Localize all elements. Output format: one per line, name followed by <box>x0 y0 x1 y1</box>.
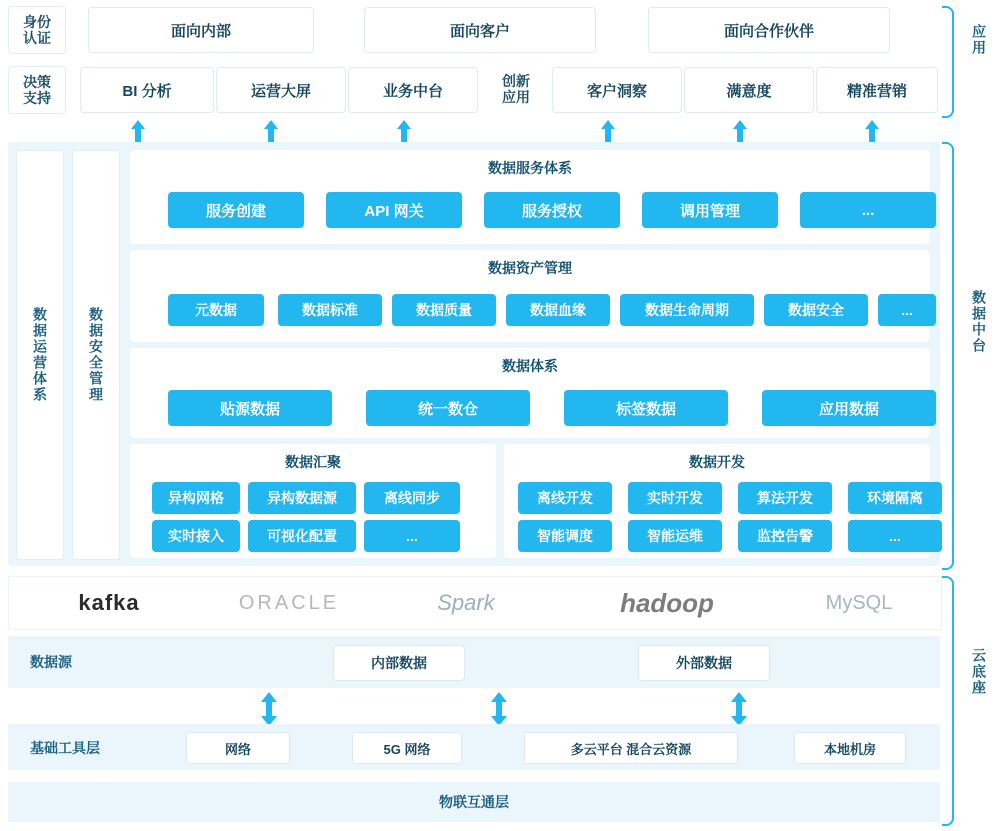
innovation-line2: 应用 <box>502 89 530 105</box>
chip-service-create[interactable]: 服务创建 <box>168 192 304 228</box>
chip-development-more[interactable]: ... <box>848 520 942 552</box>
app-cell-customer-insight[interactable]: 客户洞察 <box>552 67 682 113</box>
development-panel <box>504 444 930 558</box>
data-source-internal[interactable]: 内部数据 <box>333 645 465 681</box>
sidebar-data-security-management <box>72 150 120 560</box>
chip-environment-isolation[interactable]: 环境隔离 <box>848 482 942 514</box>
application-decision-row <box>8 62 940 114</box>
aggregation-panel <box>130 444 496 558</box>
infrastructure-band <box>8 724 940 770</box>
iot-layer-band: 物联互通层 <box>8 782 940 822</box>
arrow-updown-icon-1 <box>261 692 277 726</box>
infra-multicloud[interactable]: 多云平台 混合云资源 <box>524 732 738 764</box>
app-cell-bi[interactable]: BI 分析 <box>80 67 214 113</box>
kafka-logo <box>19 577 199 629</box>
infra-network[interactable]: 网络 <box>186 732 290 764</box>
bracket-data-platform <box>942 142 954 570</box>
data-source-label: 数据源 <box>30 654 72 670</box>
innovation-app-label <box>488 66 544 112</box>
infra-local-datacenter[interactable]: 本地机房 <box>794 732 906 764</box>
arrow-updown-icon-2 <box>491 692 507 726</box>
sidebar-data-security-label: 数据安全管理 <box>88 307 104 403</box>
chip-source-data[interactable]: 贴源数据 <box>168 390 332 426</box>
decision-line2: 支持 <box>23 90 51 106</box>
chip-heterogeneous-source[interactable]: 异构数据源 <box>248 482 356 514</box>
chip-realtime-dev[interactable]: 实时开发 <box>628 482 722 514</box>
identity-auth-line2: 认证 <box>23 30 51 46</box>
chip-data-lifecycle[interactable]: 数据生命周期 <box>620 294 754 326</box>
asset-management-title: 数据资产管理 <box>488 260 572 276</box>
data-system-panel <box>130 348 930 438</box>
chip-aggregation-more[interactable]: ... <box>364 520 460 552</box>
app-cell-satisfaction[interactable]: 满意度 <box>684 67 814 113</box>
app-cell-biz-midplatform[interactable]: 业务中台 <box>348 67 478 113</box>
chip-data-security[interactable]: 数据安全 <box>764 294 868 326</box>
arrow-updown-icon-3 <box>731 692 747 726</box>
chip-metadata[interactable]: 元数据 <box>168 294 264 326</box>
app-cell-partner[interactable]: 面向合作伙伴 <box>648 7 890 53</box>
decision-support-label <box>8 66 66 114</box>
chip-offline-sync[interactable]: 离线同步 <box>364 482 460 514</box>
chip-asset-more[interactable]: ... <box>878 294 936 326</box>
chip-data-standard[interactable]: 数据标准 <box>278 294 382 326</box>
app-cell-internal[interactable]: 面向内部 <box>88 7 314 53</box>
kafka-logo-text: kafka <box>78 590 140 615</box>
application-identity-row <box>8 6 940 54</box>
data-source-external[interactable]: 外部数据 <box>638 645 770 681</box>
chip-api-gateway[interactable]: API 网关 <box>326 192 462 228</box>
spark-logo <box>381 577 551 629</box>
sidebar-data-operation-label: 数据运营体系 <box>32 307 48 403</box>
infrastructure-label: 基础工具层 <box>30 740 100 756</box>
bracket-application <box>942 6 954 118</box>
bracket-cloud-base <box>942 576 954 826</box>
mysql-logo-text: MySQL <box>825 591 893 614</box>
chip-heterogeneous-grid[interactable]: 异构网格 <box>152 482 240 514</box>
aggregation-title: 数据汇聚 <box>285 454 341 470</box>
sidebar-data-operation-system <box>16 150 64 560</box>
app-cell-customer[interactable]: 面向客户 <box>364 7 596 53</box>
spark-logo-text: Spark <box>437 590 495 615</box>
service-system-panel <box>130 150 930 244</box>
oracle-logo <box>199 577 379 629</box>
chip-offline-dev[interactable]: 离线开发 <box>518 482 612 514</box>
chip-unified-warehouse[interactable]: 统一数仓 <box>366 390 530 426</box>
bracket-label-application <box>964 24 994 59</box>
chip-call-management[interactable]: 调用管理 <box>642 192 778 228</box>
hadoop-logo-text: hadoop <box>620 587 714 618</box>
decision-line1: 决策 <box>23 73 51 90</box>
bracket-label-data-platform-text: 数据中台 <box>971 290 987 354</box>
app-cell-ops-screen[interactable]: 运营大屏 <box>216 67 346 113</box>
mysql-logo <box>779 577 939 629</box>
oracle-logo-text: ORACLE <box>238 591 340 614</box>
data-source-band <box>8 636 940 688</box>
infra-5g-network[interactable]: 5G 网络 <box>352 732 462 764</box>
chip-visual-config[interactable]: 可视化配置 <box>248 520 356 552</box>
bracket-label-data-platform <box>964 290 994 357</box>
chip-algorithm-dev[interactable]: 算法开发 <box>738 482 832 514</box>
bracket-label-cloud-base-text: 云底座 <box>971 648 987 696</box>
chip-realtime-access[interactable]: 实时接入 <box>152 520 240 552</box>
bracket-label-cloud-base <box>964 648 994 699</box>
chip-application-data[interactable]: 应用数据 <box>762 390 936 426</box>
chip-monitoring-alert[interactable]: 监控告警 <box>738 520 832 552</box>
chip-smart-ops[interactable]: 智能运维 <box>628 520 722 552</box>
chip-label-data[interactable]: 标签数据 <box>564 390 728 426</box>
chip-data-lineage[interactable]: 数据血缘 <box>506 294 610 326</box>
tech-logo-band <box>8 576 942 630</box>
chip-service-more[interactable]: ... <box>800 192 936 228</box>
chip-service-authorization[interactable]: 服务授权 <box>484 192 620 228</box>
innovation-line1: 创新 <box>502 72 530 89</box>
bracket-label-application-text: 应用 <box>971 24 987 56</box>
data-system-title: 数据体系 <box>502 358 558 374</box>
chip-smart-scheduling[interactable]: 智能调度 <box>518 520 612 552</box>
service-system-title: 数据服务体系 <box>488 160 572 176</box>
data-middle-platform-panel <box>8 142 940 566</box>
identity-auth-label <box>8 6 66 54</box>
asset-management-panel <box>130 250 930 342</box>
chip-data-quality[interactable]: 数据质量 <box>392 294 496 326</box>
hadoop-logo <box>557 577 777 629</box>
development-title: 数据开发 <box>689 454 745 470</box>
identity-auth-line1: 身份 <box>23 13 51 30</box>
app-cell-precision-marketing[interactable]: 精准营销 <box>816 67 938 113</box>
